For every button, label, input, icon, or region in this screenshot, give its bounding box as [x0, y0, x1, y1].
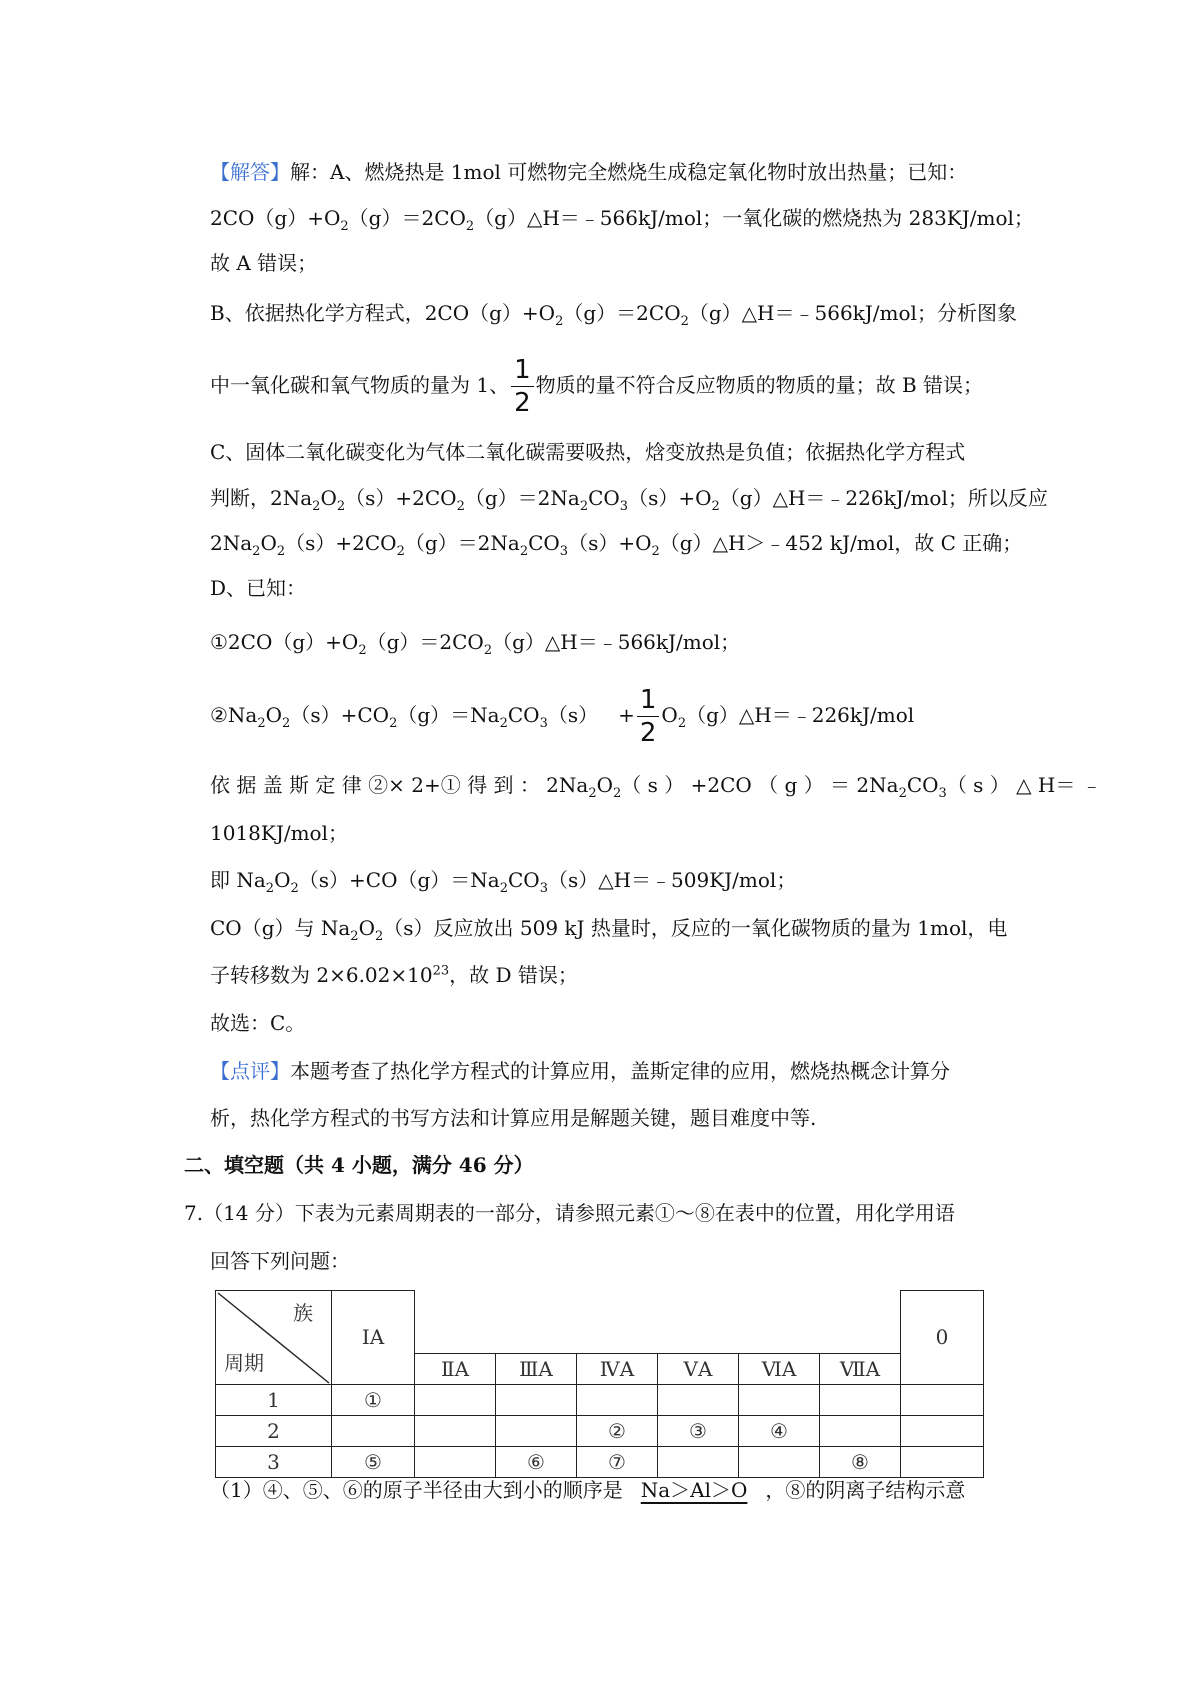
table-cell — [415, 1415, 496, 1446]
solution-line-c2: 判断，$2Na_2O_2(s)+2CO_2(g)=2Na_2CO_3(s)+O_2(g)\triangle H=﹣226kJ$/mol；所以反应 — [210, 486, 1048, 514]
header-IA: ⅠA — [332, 1291, 415, 1385]
table-cell: ④ — [739, 1415, 820, 1446]
table-cell — [332, 1415, 415, 1446]
solution-line-a2: $2CO(g)+O_2(g)=2CO_2(g)\triangle H=﹣566kJ$/mol；一氧化碳的燃烧热为 283KJ/mol； — [210, 206, 1034, 234]
solution-line-d3: $②Na_2O_2(s)+CO_2(g)=Na_2CO_3(s)$ + $\frac{1}{2}$ $O_2(g)\triangle H=﹣226kJ$/mol — [210, 685, 915, 748]
periodic-table — [215, 1290, 984, 1478]
header-0: 0 — [901, 1291, 984, 1385]
table-cell — [901, 1446, 984, 1477]
table-cell — [820, 1415, 901, 1446]
question-7-line-2: 回答下列问题： — [210, 1249, 350, 1273]
fraction-one-half: $\frac{1}{2}$ — [637, 684, 660, 749]
solution-line-d4: 依 据 盖 斯 定 律 ②× 2+① 得 到 ： $2Na_2O_2$（ s ） +2CO （ g ） ＝ $2Na_2CO_3$（ s ） △ H＝ ﹣ — [210, 773, 1102, 801]
table-row — [216, 1415, 984, 1446]
solution-line-d8: 子转移数为 $2\times 6.02\times 10^{23}$，故 D 错误； — [210, 963, 578, 987]
solution-line-a3: 故 A 错误； — [210, 251, 318, 275]
table-cell: ② — [577, 1415, 658, 1446]
table-cell — [901, 1415, 984, 1446]
solution-line-c3: $2Na_2O_2(s)+2CO_2(g)=2Na_2CO_3(s)+O_2(g)\triangle H>﹣452$ kJ/mol，故 C 正确； — [210, 531, 1023, 559]
solution-line-a1: 【解答】解：A、燃烧热是 1mol 可燃物完全燃烧生成稳定氧化物时放出热量；已知： — [210, 160, 968, 184]
solution-line-choice: 故选：C。 — [210, 1011, 306, 1035]
answer-blank: Na＞Al＞O — [640, 1478, 748, 1502]
answer-tag: 【解答】 — [210, 160, 290, 184]
table-cell: ⑥ — [496, 1446, 577, 1477]
table-cell — [415, 1384, 496, 1415]
period-cell: 2 — [216, 1415, 332, 1446]
table-cell: ⑦ — [577, 1446, 658, 1477]
header-IIIA: ⅢA — [496, 1353, 577, 1384]
question-7-sub-1: （1）④、⑤、⑥的原子半径由大到小的顺序是 Na＞Al＞O ，⑧的阴离子结构示意 — [210, 1478, 966, 1502]
solution-line-b2: 中一氧化碳和氧气物质的量为 1、 $\frac{1}{2}$ 物质的量不符合反应物质的物质的量；故 B 错误； — [210, 355, 984, 418]
period-cell: 1 — [216, 1384, 332, 1415]
header-IVA: ⅣA — [577, 1353, 658, 1384]
header-VIIA: ⅦA — [820, 1353, 901, 1384]
table-cell — [739, 1384, 820, 1415]
table-cell — [658, 1446, 739, 1477]
table-cell: ⑤ — [332, 1446, 415, 1477]
table-cell — [901, 1384, 984, 1415]
table-cell: ① — [332, 1384, 415, 1415]
table-row — [216, 1446, 984, 1477]
period-cell: 3 — [216, 1446, 332, 1477]
table-gap — [415, 1291, 901, 1354]
solution-line-d7: CO（g）与 $Na_2O_2(s)$反应放出 509 kJ 热量时，反应的一氧化碳物质的量为 1mol，电 — [210, 916, 1008, 944]
question-7-line-1: 7.（14 分）下表为元素周期表的一部分，请参照元素①～⑧在表中的位置，用化学用语 — [184, 1201, 955, 1225]
section-title: 二、填空题（共 4 小题，满分 46 分） — [184, 1153, 534, 1177]
fraction-one-half: $\frac{1}{2}$ — [511, 354, 534, 419]
header-IIA: ⅡA — [415, 1353, 496, 1384]
comment-line-1: 【点评】本题考查了热化学方程式的计算应用，盖斯定律的应用，燃烧热概念计算分 — [210, 1059, 950, 1083]
table-cell — [820, 1384, 901, 1415]
solution-line-d1: D、已知： — [210, 576, 307, 600]
solution-line-d2: $①2CO(g)+O_2(g)=2CO_2(g)\triangle H=﹣566kJ$/mol； — [210, 630, 741, 658]
table-cell — [415, 1446, 496, 1477]
header-VIA: ⅥA — [739, 1353, 820, 1384]
header-VA: ⅤA — [658, 1353, 739, 1384]
comment-line-2: 析，热化学方程式的书写方法和计算应用是解题关键，题目难度中等. — [210, 1106, 817, 1130]
table-corner-cell: 族 周期 — [216, 1291, 332, 1385]
table-cell — [658, 1384, 739, 1415]
solution-line-c1: C、固体二氧化碳变化为气体二氧化碳需要吸热，焓变放热是负值；依据热化学方程式 — [210, 440, 966, 464]
comment-tag: 【点评】 — [210, 1059, 290, 1083]
solution-line-d6: 即 $Na_2O_2(s)+CO(g)=Na_2CO_3(s)\triangle H=﹣509KJ$/mol； — [210, 868, 797, 896]
table-cell — [739, 1446, 820, 1477]
table-cell — [496, 1415, 577, 1446]
table-cell — [577, 1384, 658, 1415]
solution-line-d5: 1018KJ/mol； — [210, 821, 348, 845]
table-cell: ⑧ — [820, 1446, 901, 1477]
table-cell: ③ — [658, 1415, 739, 1446]
solution-line-b1: B、依据热化学方程式，$2CO(g)+O_2(g)=2CO_2(g)\triangle H=﹣566kJ$/mol；分析图象 — [210, 301, 1017, 329]
table-cell — [496, 1384, 577, 1415]
table-row — [216, 1384, 984, 1415]
